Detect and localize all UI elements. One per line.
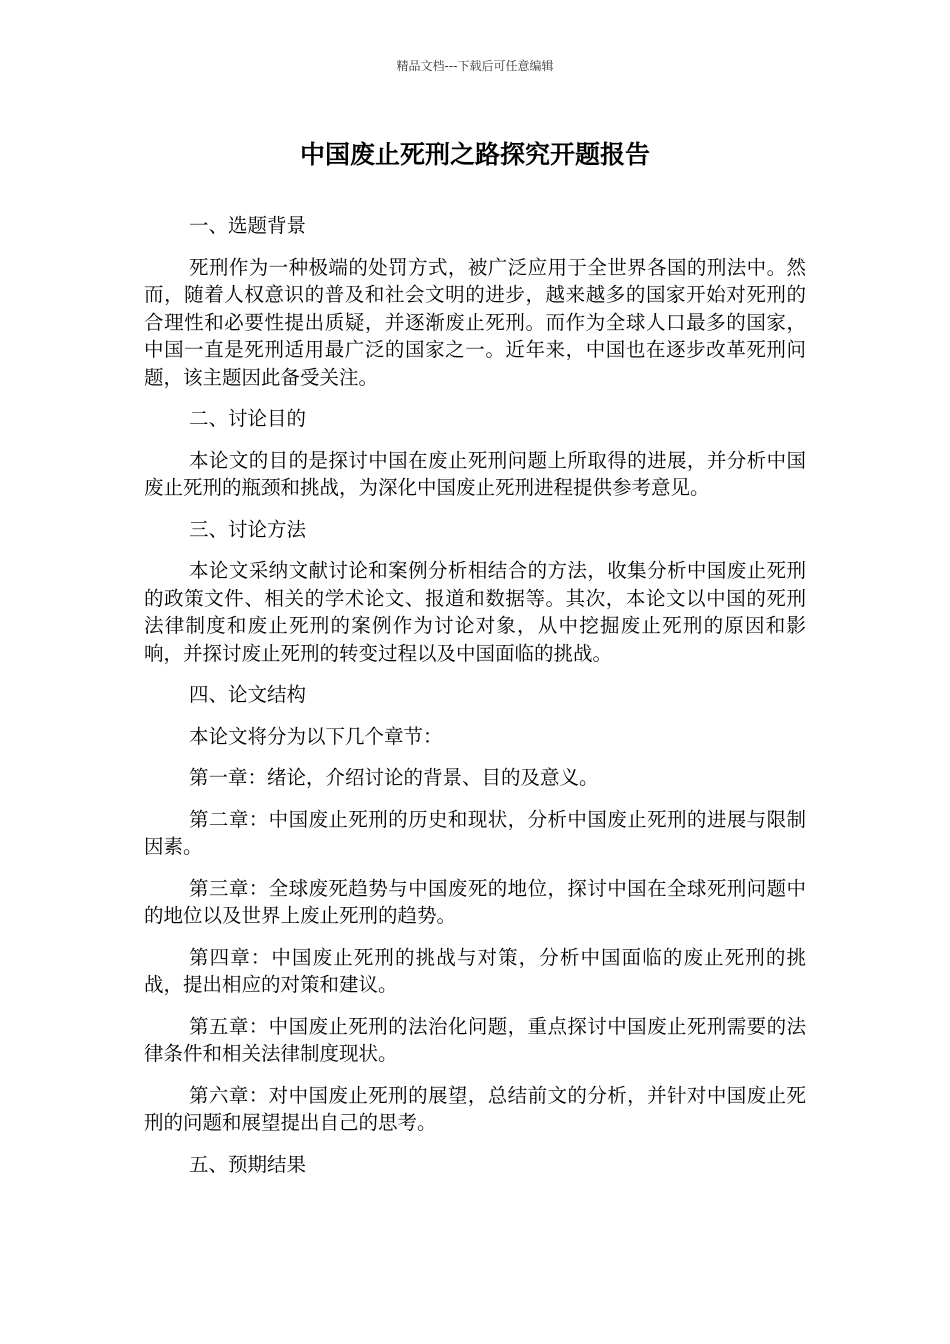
section-heading-expected-results: 五、预期结果 [189, 1152, 307, 1176]
chapter-item-3: 第三章：全球废死趋势与中国废死的地位，探讨中国在全球死刑问题中的地位以及世界上废止死刑的趋势。 [144, 876, 806, 927]
section-heading-structure: 四、论文结构 [189, 683, 307, 706]
section-heading-background: 一、选题背景 [189, 214, 307, 237]
document-title: 中国废止死刑之路探究开题报告 [299, 140, 650, 169]
document-body [144, 212, 806, 1178]
chapter-item-1: 第一章：绪论，介绍讨论的背景、目的及意义。 [189, 766, 599, 789]
chapter-item-5: 第五章：中国废止死刑的法治化问题，重点探讨中国废止死刑需要的法律条件和相关法律制度现状。 [144, 1014, 806, 1065]
chapter-item-2: 第二章：中国废止死刑的历史和现状，分析中国废止死刑的进展与限制因素。 [144, 807, 806, 858]
section-heading-method: 三、讨论方法 [189, 517, 307, 541]
chapter-item-6: 第六章：对中国废止死刑的展望，总结前文的分析，并针对中国废止死刑的问题和展望提出自己的思考。 [144, 1083, 806, 1134]
paragraph-purpose: 本论文的目的是探讨中国在废止死刑问题上所取得的进展，并分析中国废止死刑的瓶颈和挑战，为深化中国废止死刑进程提供参考意见。 [144, 448, 806, 499]
paragraph-method: 本论文采纳文献讨论和案例分析相结合的方法，收集分析中国废止死刑的政策文件、相关的学术论文、报道和数据等。其次，本论文以中国的死刑法律制度和废止死刑的案例作为讨论对象，从中挖掘废止死刑的原因和影响，并探讨废止死刑的转变过程以及中国面临的挑战。 [144, 559, 806, 665]
paragraph-background: 死刑作为一种极端的处罚方式，被广泛应用于全世界各国的刑法中。然而，随着人权意识的普及和社会文明的进步，越来越多的国家开始对死刑的合理性和必要性提出质疑，并逐渐废止死刑。而作为全球人口最多的国家，中国一直是死刑适用最广泛的国家之一。近年来，中国也在逐步改革死刑问题，该主题因此备受关注。 [144, 255, 806, 389]
header-note: 精品文档---下载后可任意编辑 [396, 59, 554, 73]
section-heading-purpose: 二、讨论目的 [189, 407, 307, 430]
chapter-item-4: 第四章：中国废止死刑的挑战与对策，分析中国面临的废止死刑的挑战，提出相应的对策和建议。 [144, 945, 806, 996]
paragraph-structure-intro: 本论文将分为以下几个章节： [189, 724, 443, 748]
